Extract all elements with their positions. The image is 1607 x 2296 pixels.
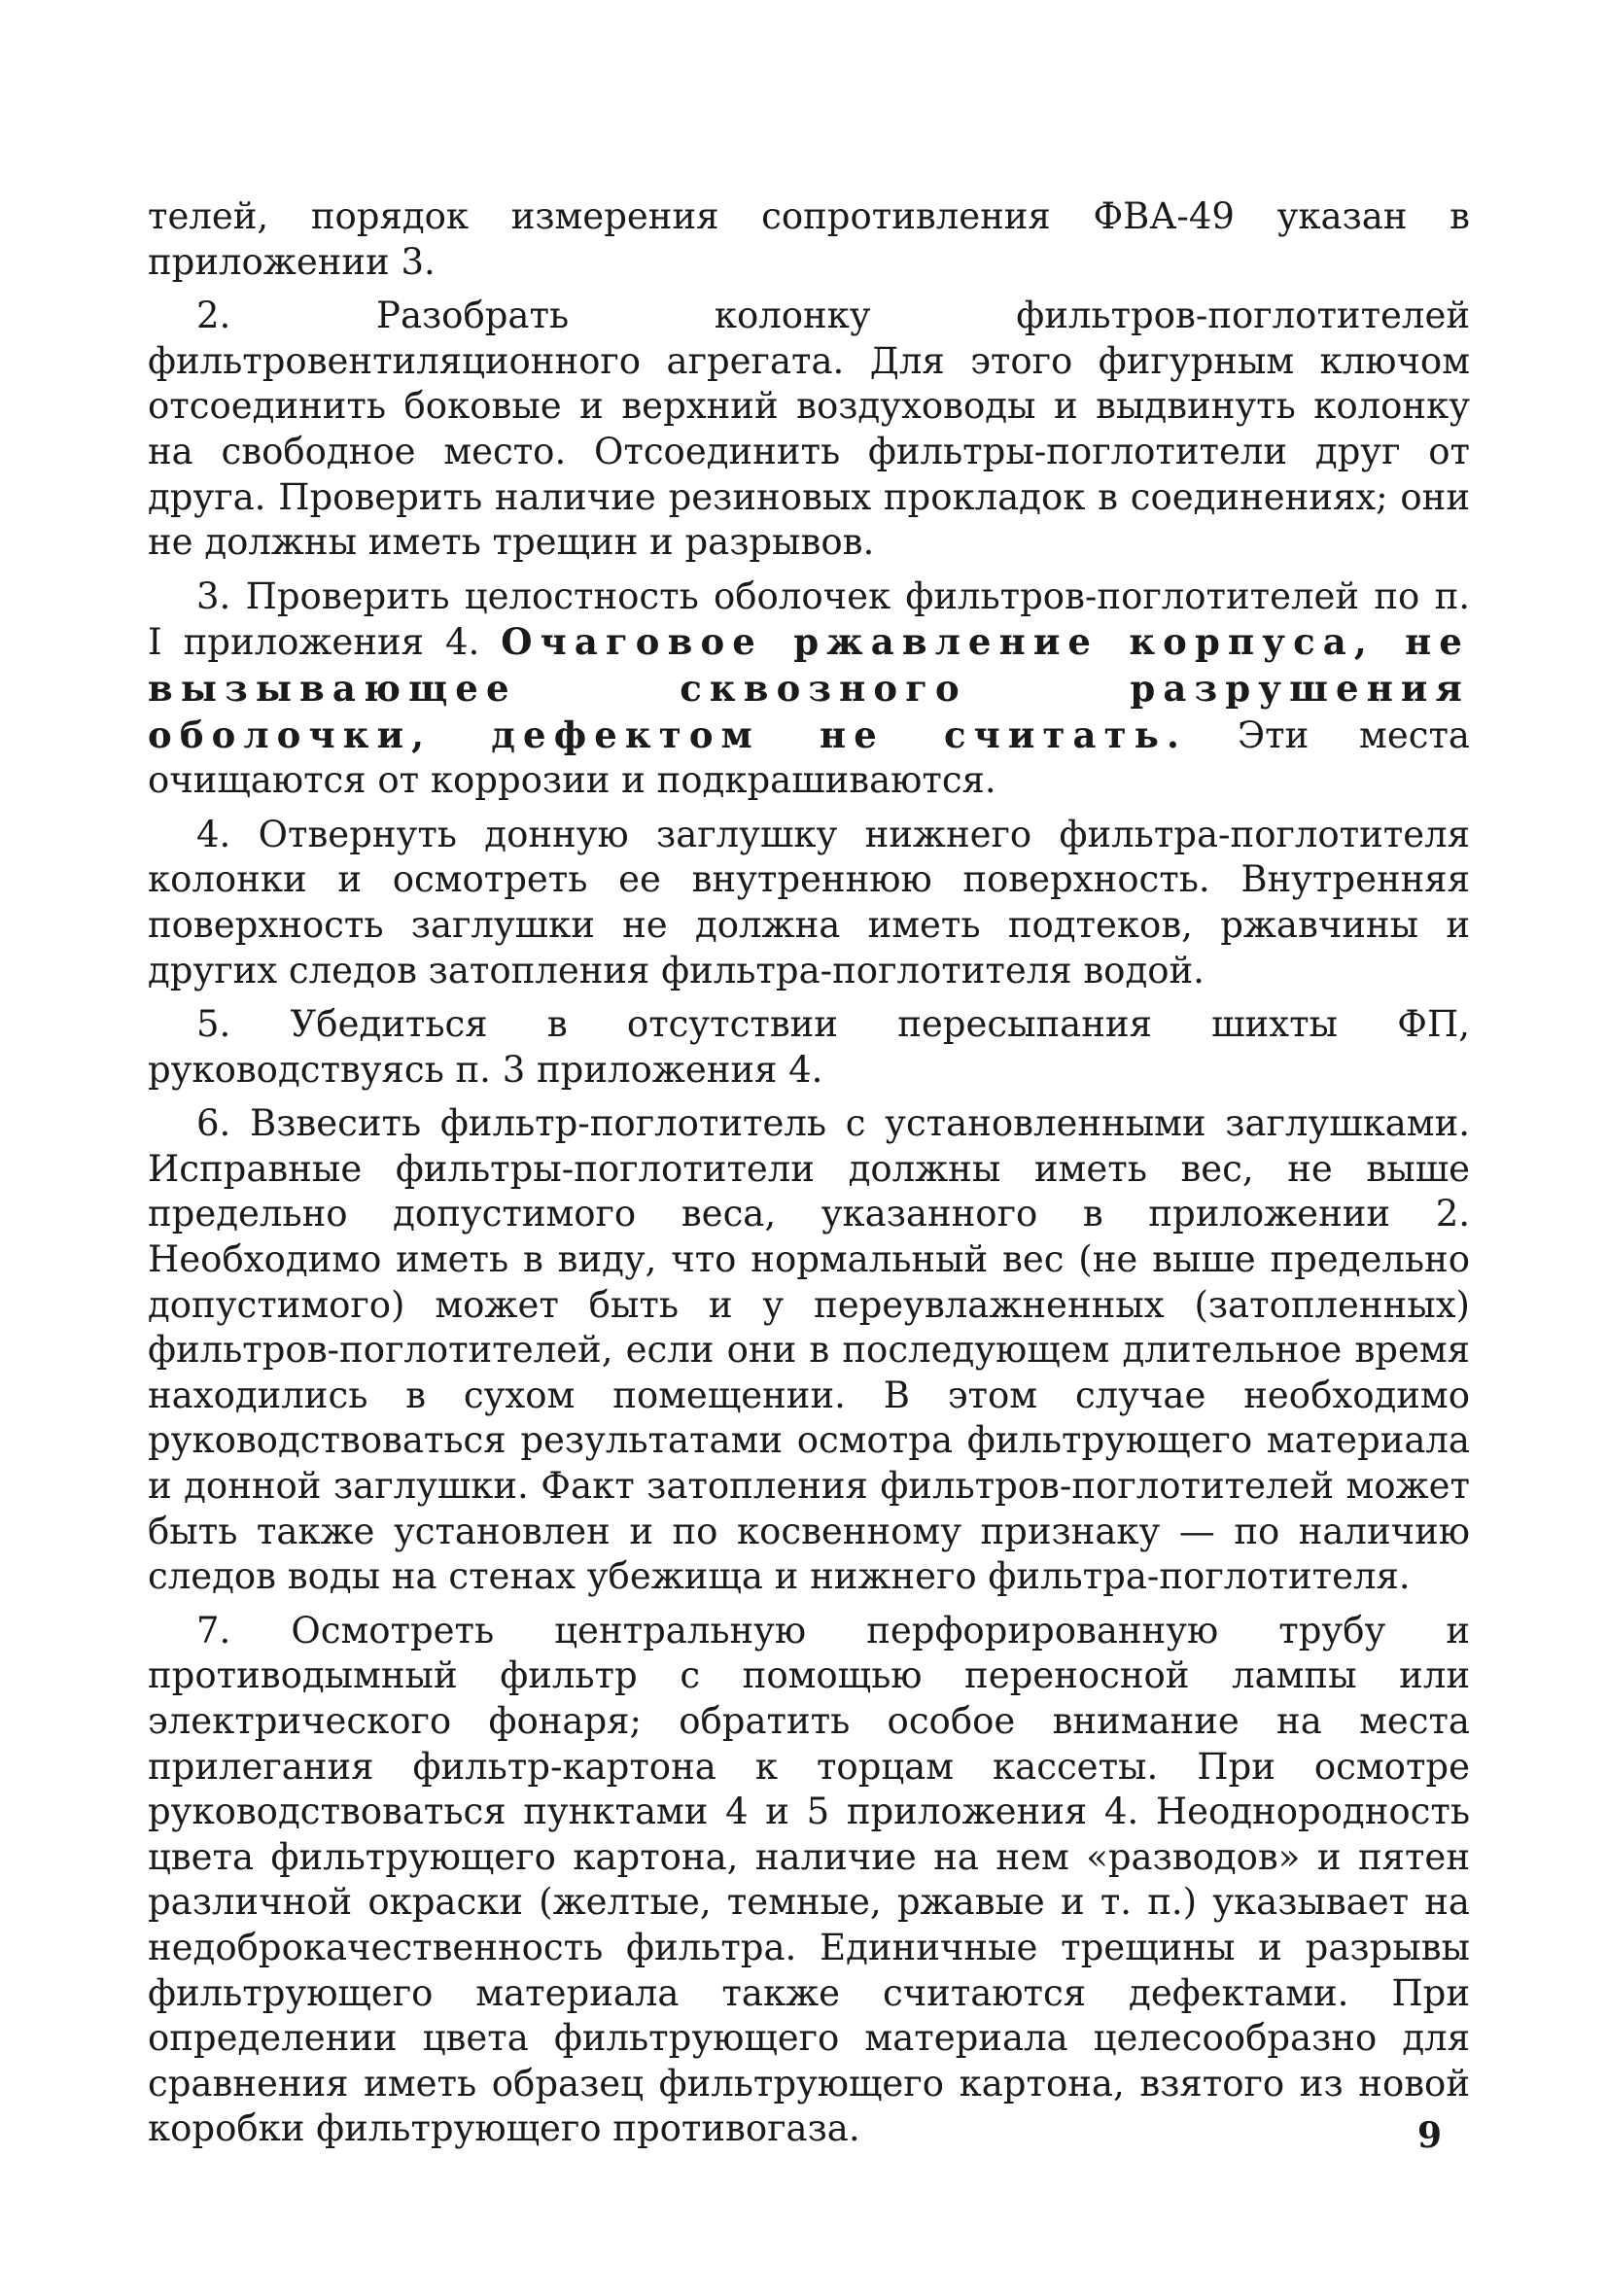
paragraph-item-3-ending: Эти места очищаются от коррозии и подкрашиваются. <box>148 713 1470 802</box>
page-number: 9 <box>1417 2115 1443 2156</box>
paragraph-item-3 <box>148 574 1470 804</box>
paragraph-item-6: 6. Взвесить фильтр-поглотитель с установленными заглушками. Исправные фильтры-поглотители должны иметь вес, не выше предельно допустимого веса, указанного в приложении 2. Необходимо иметь в виду, что нормальный вес (не выше предельно допустимого) может быть и у переувлажненных (затопленных) фильтров-поглотителей, если они в последующем длительное время находились в сухом помещении. В этом случае необходимо руководствоваться результатами осмотра фильтрующего материала и донной заглушки. Факт затопления фильтров-поглотителей может быть также установлен и по косвенному признаку — по наличию следов воды на стенах убежища и нижнего фильтра-поглотителя. <box>148 1102 1470 1598</box>
paragraph-item-3-emphasis: Очаговое ржавление корпуса, не вызывающее сквозного разрушения оболочки, дефектом не считать. <box>148 620 1471 756</box>
paragraph-item-2: 2. Разобрать колонку фильтров-поглотителей фильтровентиляционного агрегата. Для этого фигурным ключом отсоединить боковые и верхний воздуховоды и выдвинуть колонку на свободное место. Отсоединить фильтры-поглотители друг от друга. Проверить наличие резиновых прокладок в соединениях; они не должны иметь трещин и разрывов. <box>148 295 1470 564</box>
paragraph-item-7: 7. Осмотреть центральную перфорированную трубу и противодымный фильтр с помощью переносной лампы или электрического фонаря; обратить особое внимание на места прилегания фильтр-картона к торцам кассеты. При осмотре руководствоваться пунктами 4 и 5 приложения 4. Неоднородность цвета фильтрующего картона, наличие на нем «разводов» и пятен различной окраски (желтые, темные, ржавые и т. п.) указывает на недоброкачественность фильтра. Единичные трещины и разрывы фильтрующего материала также считаются дефектами. При определении цвета фильтрующего материала целесообразно для сравнения иметь образец фильтрующего картона, взятого из новой коробки фильтрующего противогаза. <box>148 1609 1470 2150</box>
paragraph-item-5: 5. Убедиться в отсутствии пересыпания шихты ФП, руководствуясь п. 3 приложения 4. <box>148 1003 1470 1091</box>
page-body <box>148 194 1470 2161</box>
paragraph-continuation: телей, порядок измерения сопротивления ФВА-49 указан в приложении 3. <box>148 195 1470 283</box>
paragraph-item-4: 4. Отвернуть донную заглушку нижнего фильтра-поглотителя колонки и осмотреть ее внутреннюю поверхность. Внутренняя поверхность заглушки не должна иметь подтеков, ржавчины и других следов затопления фильтра-поглотителя водой. <box>148 813 1470 991</box>
paragraph-item-3-intro: 3. Проверить целостность оболочек фильтров-поглотителей по п. I приложения 4. <box>148 574 1470 664</box>
